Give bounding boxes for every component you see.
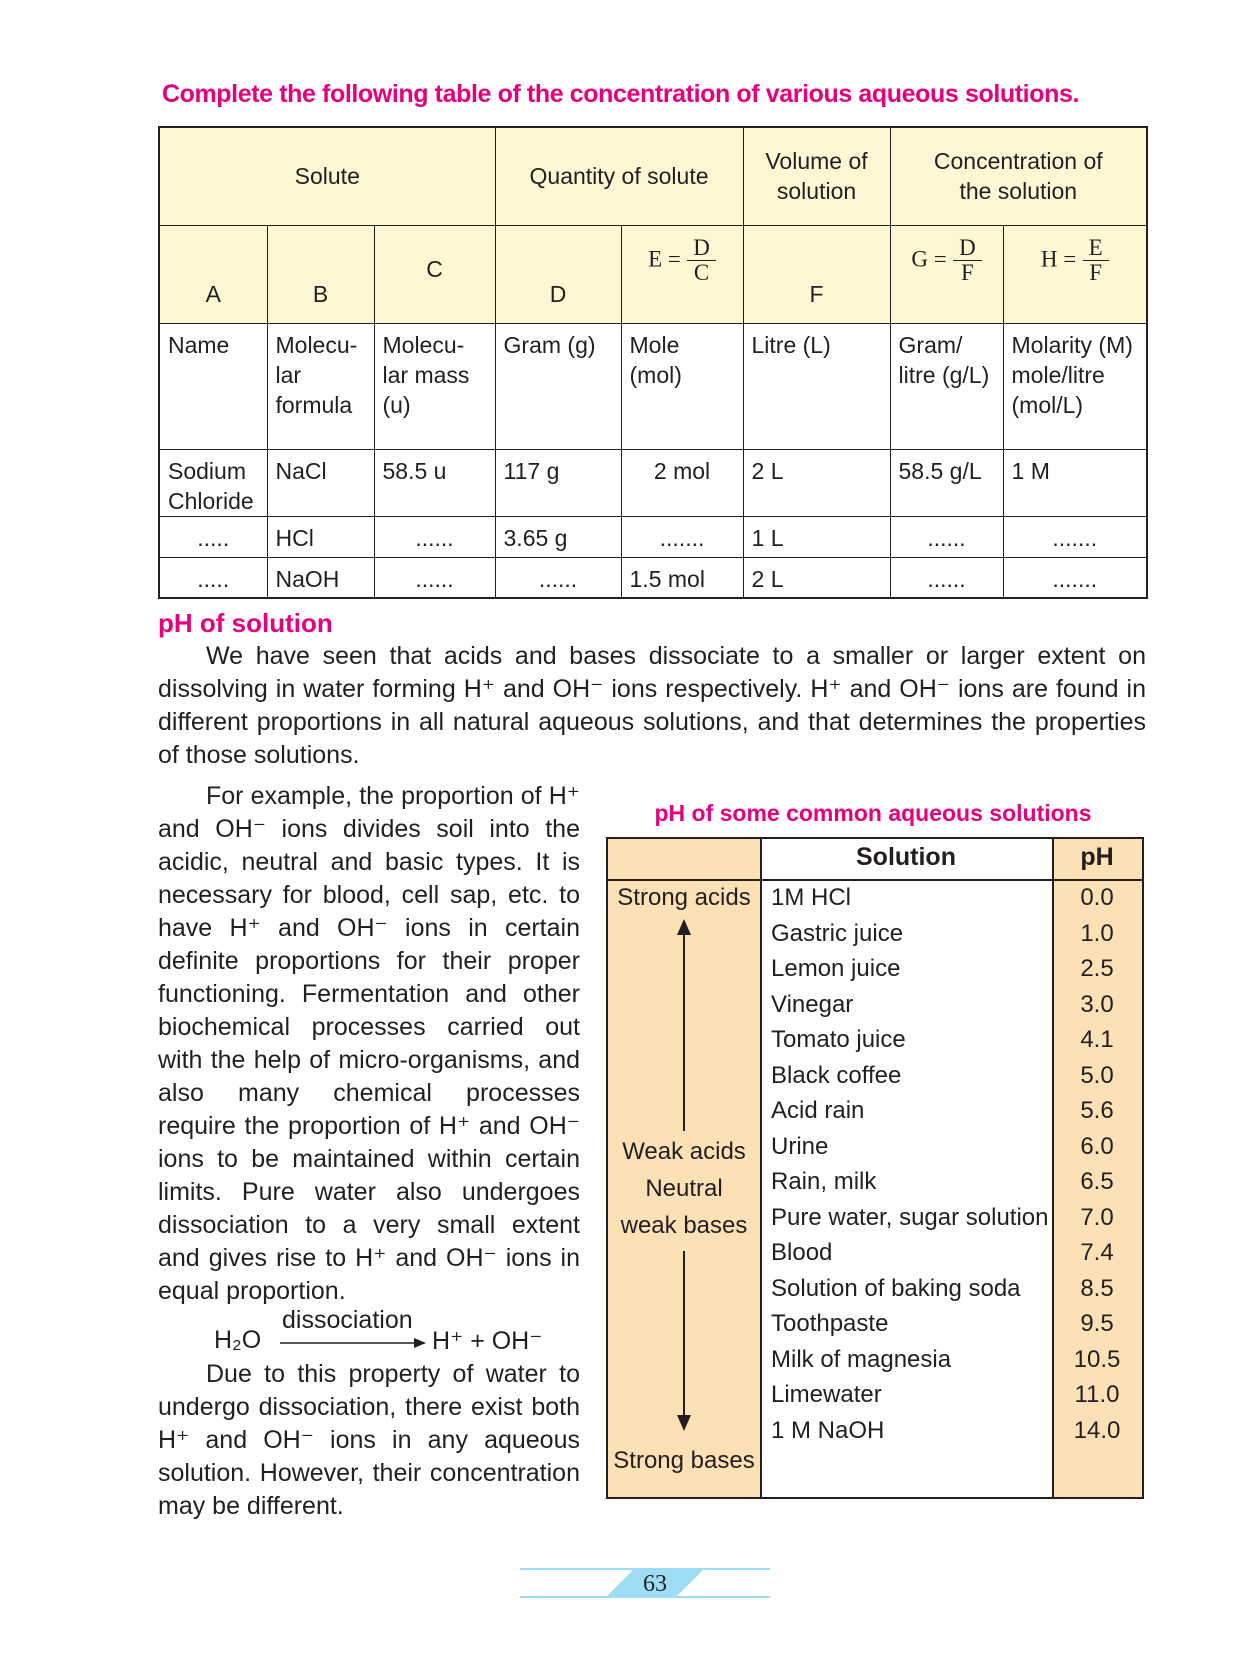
table-cell: NaCl	[267, 449, 374, 516]
ph-row-solution: Milk of magnesia	[771, 1345, 952, 1373]
table-cell: .......	[1003, 557, 1147, 598]
table-cell: .......	[1003, 516, 1147, 557]
formula-e-num: D	[687, 236, 716, 261]
unit-cell: Molecu- lar mass (u)	[374, 323, 495, 449]
arrow-up-icon	[677, 919, 691, 935]
formula-h-num: E	[1083, 236, 1109, 261]
header-volume: Volume of solution	[743, 127, 890, 225]
ph-row-value: 10.5	[1073, 1345, 1121, 1373]
header-solution: Solution	[856, 843, 956, 871]
section-heading: pH of solution	[158, 608, 333, 638]
ph-row-value: 5.0	[1080, 1061, 1114, 1089]
paragraph-conclusion: Due to this property of water to undergo dissociation, there exist both H⁺ and OH⁻ ions in any aqueous solution. However, their concentration may be different.	[158, 1360, 580, 1520]
table-cell: 2 mol	[621, 449, 743, 516]
category-strong-bases: Strong bases	[613, 1447, 755, 1474]
table-cell: ......	[890, 557, 1003, 598]
ph-row-value: 0.0	[1080, 884, 1114, 911]
table-cell: 1.5 mol	[621, 557, 743, 598]
table-row	[159, 557, 1147, 598]
unit-cell: Litre (L)	[743, 323, 890, 449]
arrow-down-icon	[677, 1415, 691, 1431]
units-row	[159, 323, 1147, 449]
ph-row-value: 11.0	[1074, 1381, 1120, 1408]
acidity-arrow-line	[683, 931, 685, 1131]
table-cell: .......	[621, 516, 743, 557]
task-heading: Complete the following table of the concentration of various aqueous solutions.	[161, 80, 1080, 108]
ph-row-value: 1.0	[1080, 919, 1114, 947]
formula-g-den: F	[960, 259, 974, 285]
table-cell: 2 L	[743, 557, 890, 598]
ph-table-title: pH of some common aqueous solutions	[654, 800, 1092, 826]
category-neutral: Neutral	[645, 1175, 723, 1202]
ph-row-solution: Limewater	[771, 1381, 882, 1408]
letter-f: F	[743, 225, 890, 323]
ph-row-value: 6.5	[1080, 1168, 1114, 1195]
unit-cell: Name	[159, 323, 267, 449]
ph-row-value: 6.0	[1080, 1132, 1114, 1160]
basicity-arrow-line	[683, 1251, 685, 1419]
table-cell: 117 g	[495, 449, 621, 516]
table-cell: Sodium Chloride	[159, 449, 267, 516]
table-cell: 58.5 g/L	[890, 449, 1003, 516]
letter-a: A	[159, 225, 267, 323]
ph-row-solution: Tomato juice	[771, 1026, 906, 1053]
ph-row-solution: Gastric juice	[771, 919, 904, 947]
ph-row-solution: Vinegar	[771, 990, 854, 1018]
ph-row-solution: Pure water, sugar solution	[771, 1203, 1049, 1231]
ph-table	[606, 837, 1144, 1499]
ph-row-value: 5.6	[1080, 1097, 1114, 1124]
header-quantity: Quantity of solute	[495, 127, 743, 225]
category-weak-bases: weak bases	[620, 1212, 748, 1239]
table-cell: ......	[374, 516, 495, 557]
ph-row-solution: Blood	[771, 1239, 833, 1266]
paragraph-intro: We have seen that acids and bases dissociate to a smaller or larger extent on dissolving in water forming H⁺ and OH⁻ ions respectively. H⁺ and OH⁻ ions are found in different proportions in all natural aqueous solutions, and that determines the properties of those solutions.	[158, 642, 1146, 769]
ph-row-solution: Toothpaste	[771, 1310, 889, 1337]
unit-cell: Gram/ litre (g/L)	[890, 323, 1003, 449]
table-cell: NaOH	[267, 557, 374, 598]
letter-b: B	[267, 225, 374, 323]
formula-h-lhs: H =	[1040, 246, 1077, 272]
ph-row-value: 8.5	[1080, 1274, 1114, 1302]
ph-row-solution: Lemon juice	[771, 955, 901, 982]
ph-row-value: 7.4	[1080, 1239, 1114, 1266]
equation-products: H⁺ + OH⁻	[432, 1327, 543, 1355]
concentration-table	[158, 126, 1148, 599]
ph-row-solution: Acid rain	[771, 1097, 865, 1124]
ph-row-value: 14.0	[1073, 1416, 1121, 1444]
category-weak-acids: Weak acids	[622, 1138, 746, 1165]
table-cell: .....	[159, 516, 267, 557]
ph-row-solution: Solution of baking soda	[771, 1274, 1021, 1302]
ph-row-solution: Black coffee	[771, 1061, 902, 1089]
table-cell: 58.5 u	[374, 449, 495, 516]
letter-d: D	[495, 225, 621, 323]
equation-reactant: H₂O	[214, 1326, 262, 1354]
table-cell: 2 L	[743, 449, 890, 516]
letter-c: C	[374, 225, 495, 323]
table-cell: 1 L	[743, 516, 890, 557]
ph-row-solution: Rain, milk	[771, 1168, 877, 1195]
category-strong-acids: Strong acids	[617, 884, 751, 911]
formula-g	[890, 225, 1003, 323]
table-cell: ......	[890, 516, 1003, 557]
table-row	[159, 516, 1147, 557]
table-cell: ......	[374, 557, 495, 598]
unit-cell: Molecu- lar formula	[267, 323, 374, 449]
table-cell: HCl	[267, 516, 374, 557]
ph-row-solution: 1 M NaOH	[771, 1416, 885, 1444]
ph-row-value: 2.5	[1080, 955, 1114, 982]
unit-cell: Mole (mol)	[621, 323, 743, 449]
ph-row-value: 4.1	[1080, 1026, 1114, 1053]
formula-h-den: F	[1089, 259, 1103, 285]
dissociation-equation	[214, 1306, 594, 1362]
formula-h	[1003, 225, 1147, 323]
table-cell: .....	[159, 557, 267, 598]
page-number: 63	[643, 1571, 667, 1597]
formula-g-lhs: G =	[911, 246, 947, 272]
unit-cell: Gram (g)	[495, 323, 621, 449]
header-concentration: Concentration of the solution	[890, 127, 1147, 225]
equation-arrow-label: dissociation	[282, 1306, 413, 1334]
formula-e	[621, 225, 743, 323]
page-number-ribbon	[520, 1555, 770, 1605]
reaction-arrow-icon	[280, 1336, 426, 1350]
ph-row-value: 3.0	[1080, 990, 1114, 1018]
header-solute: Solute	[159, 127, 495, 225]
ph-row-value: 7.0	[1080, 1203, 1114, 1231]
table-row	[159, 449, 1147, 516]
header-ph: pH	[1080, 843, 1114, 871]
formula-g-num: D	[953, 236, 982, 261]
ph-row-solution: Urine	[771, 1132, 829, 1160]
ph-row-solution: 1M HCl	[771, 884, 852, 911]
unit-cell: Molarity (M) mole/litre (mol/L)	[1003, 323, 1147, 449]
table-cell: 3.65 g	[495, 516, 621, 557]
table-cell: ......	[495, 557, 621, 598]
paragraph-example: For example, the proportion of H⁺ and OH⁻ ions divides soil into the acidic, neutral and basic types. It is necessary for blood, cell sap, etc. to have H⁺ and OH⁻ ions in certain definite proportions for their proper functioning. Fermentation and other biochemical processes carried out with the help of micro-organisms, and also many chemical processes require the proportion of H⁺ and OH⁻ ions to be maintained within certain limits. Pure water also undergoes dissociation to a very small extent and gives rise to H⁺ and OH⁻ ions in equal proportion.	[158, 782, 580, 1305]
formula-e-lhs: E =	[648, 246, 681, 272]
ph-row-value: 9.5	[1080, 1310, 1114, 1337]
formula-e-den: C	[693, 259, 710, 285]
table-cell: 1 M	[1003, 449, 1147, 516]
